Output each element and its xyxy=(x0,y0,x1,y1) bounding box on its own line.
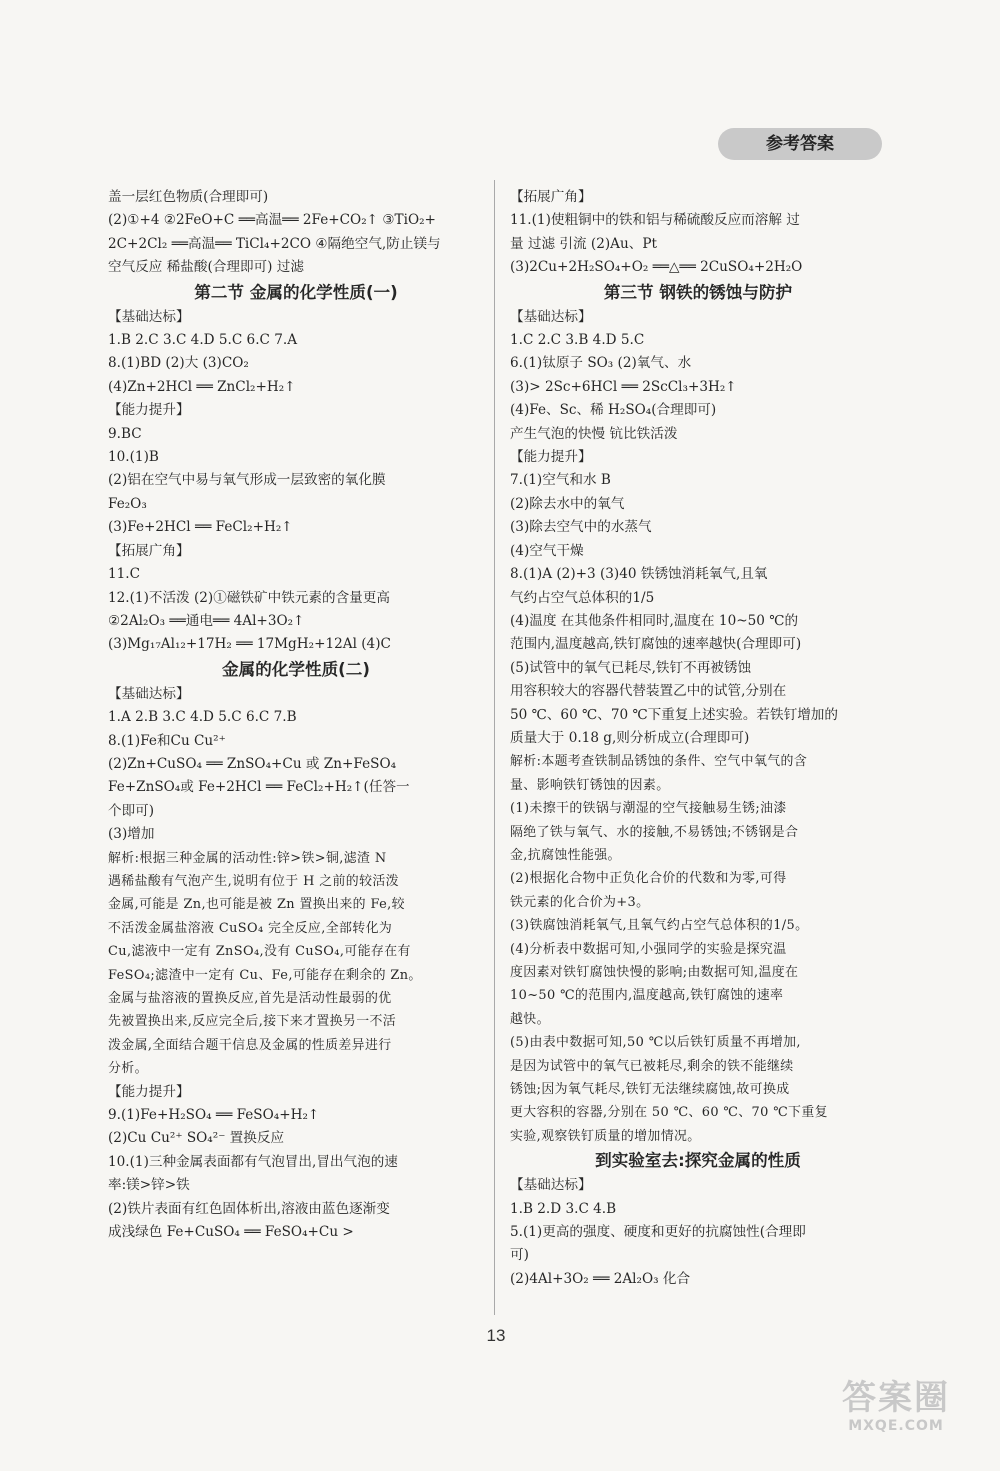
answer-line: Fe₂O₃ xyxy=(108,495,147,512)
answer-line: 50 ℃、60 ℃、70 ℃下重复上述实验。若铁钉增加的 xyxy=(510,706,838,723)
explanation-line: 金属,可能是 Zn,也可能是被 Zn 置换出来的 Fe,较 xyxy=(108,897,405,913)
answer-line: ②2Al₂O₃ ══通电══ 4Al+3O₂↑ xyxy=(108,612,305,629)
answer-line: (3)2Cu+2H₂SO₄+O₂ ══△══ 2CuSO₄+2H₂O xyxy=(510,259,803,276)
answer-line: 个即可) xyxy=(108,802,155,819)
explanation-line: 是因为试管中的氧气已被耗尽,剩余的铁不能继续 xyxy=(510,1058,794,1074)
answer-line: 质量大于 0.18 g,则分析成立(合理即可) xyxy=(510,729,750,746)
answer-line: (2)除去水中的氧气 xyxy=(510,495,625,512)
answer-line: 11.(1)使粗铜中的铁和铝与稀硫酸反应而溶解 过 xyxy=(510,212,800,229)
answer-line: (2)铝在空气中易与氧气形成一层致密的氧化膜 xyxy=(108,472,386,489)
answer-line: 1.B 2.C 3.C 4.D 5.C 6.C 7.A xyxy=(108,332,298,349)
answer-line: 11.C xyxy=(108,566,141,583)
column-divider xyxy=(494,180,495,1315)
subsection-label: 【基础达标】 xyxy=(108,308,190,325)
subsection-label: 【能力提升】 xyxy=(510,449,592,466)
answer-line: 气约占空气总体积的1/5 xyxy=(510,589,655,606)
section-heading: 第二节 金属的化学性质(一) xyxy=(194,282,398,302)
answer-line: 盖一层红色物质(合理即可) xyxy=(108,189,269,205)
answer-line: 10.(1)B xyxy=(108,449,159,466)
answer-key-tag: 参考答案 xyxy=(718,128,882,160)
answer-line: (5)试管中的氧气已耗尽,铁钉不再被锈蚀 xyxy=(510,659,752,676)
right-column xyxy=(510,186,886,1291)
answer-line: 空气反应 稀盐酸(合理即可) 过滤 xyxy=(108,259,304,276)
answer-line: (3)除去空气中的水蒸气 xyxy=(510,519,652,536)
explanation-line: 实验,观察铁钉质量的增加情况。 xyxy=(510,1128,701,1144)
answer-line: 12.(1)不活泼 (2)①磁铁矿中铁元素的含量更高 xyxy=(108,589,390,606)
answer-line: (2)Zn+CuSO₄ ══ ZnSO₄+Cu 或 Zn+FeSO₄ xyxy=(108,755,397,772)
explanation-line: 越快。 xyxy=(510,1011,550,1027)
answer-line: 成浅绿色 Fe+CuSO₄ ══ FeSO₄+Cu > xyxy=(108,1224,354,1241)
answer-line: 1.A 2.B 3.C 4.D 5.C 6.C 7.B xyxy=(108,709,297,726)
answer-line: 产生气泡的快慢 钪比铁活泼 xyxy=(510,425,678,442)
answer-line: 8.(1)Fe和Cu Cu²⁺ xyxy=(108,732,226,749)
answer-line: 8.(1)BD (2)大 (3)CO₂ xyxy=(108,355,249,372)
explanation-line: 更大容积的容器,分别在 50 ℃、60 ℃、70 ℃下重复 xyxy=(510,1105,828,1121)
subsection-label: 【基础达标】 xyxy=(510,1177,592,1194)
explanation-line: 量、影响铁钉锈蚀的因素。 xyxy=(510,777,670,793)
answer-line: 率:镁>锌>铁 xyxy=(108,1177,190,1194)
page-number: 13 xyxy=(486,1326,506,1345)
answer-line: 1.B 2.D 3.C 4.B xyxy=(510,1200,617,1217)
explanation-line: (3)铁腐蚀消耗氧气,且氧气约占空气总体积的1/5。 xyxy=(510,918,809,934)
watermark-text: 答案圈 xyxy=(842,1378,950,1418)
explanation-line: 隔绝了铁与氧气、水的接触,不易锈蚀;不锈钢是合 xyxy=(510,824,799,840)
answer-line: 9.BC xyxy=(108,425,142,442)
answer-line: (4)Zn+2HCl ══ ZnCl₂+H₂↑ xyxy=(108,378,296,395)
answer-line: 10.(1)三种金属表面都有气泡冒出,冒出气泡的速 xyxy=(108,1153,398,1170)
explanation-line: 不活泼金属盐溶液 CuSO₄ 完全反应,全部转化为 xyxy=(108,920,393,936)
explanation-line: (2)根据化合物中正负化合价的代数和为零,可得 xyxy=(510,871,787,887)
watermark-url: MXQE.COM xyxy=(848,1418,944,1434)
explanation-line: 度因素对铁钉腐蚀快慢的影响;由数据可知,温度在 xyxy=(510,965,799,980)
answer-line: (3)增加 xyxy=(108,826,155,843)
explanation-line: (4)分析表中数据可知,小强同学的实验是探究温 xyxy=(510,941,787,957)
explanation-line: 10~50 ℃的范围内,温度越高,铁钉腐蚀的速率 xyxy=(510,988,784,1004)
answer-line: (4)Fe、Sc、稀 H₂SO₄(合理即可) xyxy=(510,402,717,419)
subsection-label: 【基础达标】 xyxy=(108,685,190,702)
answer-line: 范围内,温度越高,铁钉腐蚀的速率越快(合理即可) xyxy=(510,636,802,653)
section-heading: 金属的化学性质(二) xyxy=(222,659,370,679)
answer-line: 8.(1)A (2)+3 (3)40 铁锈蚀消耗氧气,且氧 xyxy=(510,566,768,583)
answer-line: (3)Fe+2HCl ══ FeCl₂+H₂↑ xyxy=(108,519,293,536)
explanation-line: 先被置换出来,反应完全后,接下来才置换另一不活 xyxy=(108,1014,397,1030)
answer-line: 1.C 2.C 3.B 4.D 5.C xyxy=(510,332,645,349)
answer-line: 9.(1)Fe+H₂SO₄ ══ FeSO₄+H₂↑ xyxy=(108,1107,320,1124)
answer-line: 7.(1)空气和水 B xyxy=(510,472,611,489)
explanation-line: 解析:本题考查铁制品锈蚀的条件、空气中氧气的含 xyxy=(510,754,808,770)
explanation-line: (5)由表中数据可知,50 ℃以后铁钉质量不再增加, xyxy=(510,1035,801,1051)
answer-line: (2)铁片表面有红色固体析出,溶液由蓝色逐渐变 xyxy=(108,1200,390,1217)
section-heading: 第三节 钢铁的锈蚀与防护 xyxy=(603,282,793,302)
left-column xyxy=(108,186,484,1244)
answer-line: (2)①+4 ②2FeO+C ══高温══ 2Fe+CO₂↑ ③TiO₂+ xyxy=(108,212,436,229)
explanation-line: 金属与盐溶液的置换反应,首先是活动性最弱的优 xyxy=(108,991,392,1006)
explanation-line: FeSO₄;滤渣中一定有 Cu、Fe,可能存在剩余的 Zn。 xyxy=(108,967,422,983)
answer-line: (4)温度 在其他条件相同时,温度在 10~50 ℃的 xyxy=(510,612,799,629)
answer-line: Fe+ZnSO₄或 Fe+2HCl ══ FeCl₂+H₂↑(任答一 xyxy=(108,779,410,796)
answer-line: (3)> 2Sc+6HCl ══ 2ScCl₃+3H₂↑ xyxy=(510,378,737,395)
explanation-line: (1)未擦干的铁锅与潮湿的空气接触易生锈;油漆 xyxy=(510,801,787,817)
answer-line: 用容积较大的容器代替装置乙中的试管,分别在 xyxy=(510,683,787,700)
answer-line: (2)4Al+3O₂ ══ 2Al₂O₃ 化合 xyxy=(510,1270,691,1287)
subsection-label: 【基础达标】 xyxy=(510,308,592,325)
explanation-line: 金,抗腐蚀性能强。 xyxy=(510,847,621,863)
answer-line: 5.(1)更高的强度、硬度和更好的抗腐蚀性(合理即 xyxy=(510,1224,806,1241)
answer-line: (3)Mg₁₇Al₁₂+17H₂ ══ 17MgH₂+12Al (4)C xyxy=(108,636,391,653)
answer-line: 2C+2Cl₂ ══高温══ TiCl₄+2CO ④隔绝空气,防止镁与 xyxy=(108,235,441,252)
explanation-line: 铁元素的化合价为+3。 xyxy=(510,894,650,910)
section-heading: 到实验室去:探究金属的性质 xyxy=(595,1151,801,1171)
answer-line: (2)Cu Cu²⁺ SO₄²⁻ 置换反应 xyxy=(108,1130,285,1147)
watermark-logo xyxy=(842,1378,950,1434)
explanation-line: 泼金属,全面结合题干信息及金属的性质差异进行 xyxy=(108,1037,392,1053)
explanation-line: 解析:根据三种金属的活动性:锌>铁>铜,滤渣 N xyxy=(108,850,387,866)
answer-line: 6.(1)钛原子 SO₃ (2)氧气、水 xyxy=(510,355,692,372)
explanation-line: 分析。 xyxy=(108,1061,148,1077)
answer-line: (4)空气干燥 xyxy=(510,542,584,559)
explanation-line: Cu,滤液中一定有 ZnSO₄,没有 CuSO₄,可能存在有 xyxy=(108,944,411,960)
subsection-label: 【拓展广角】 xyxy=(108,542,190,559)
explanation-line: 锈蚀;因为氧气耗尽,铁钉无法继续腐蚀,故可换成 xyxy=(510,1082,790,1098)
subsection-label: 【能力提升】 xyxy=(108,402,190,419)
subsection-label: 【拓展广角】 xyxy=(510,189,592,205)
answer-line: 可) xyxy=(510,1247,529,1264)
answer-line: 量 过滤 引流 (2)Au、Pt xyxy=(510,235,657,252)
explanation-line: 遇稀盐酸有气泡产生,说明有位于 H 之前的较活泼 xyxy=(108,873,399,889)
subsection-label: 【能力提升】 xyxy=(108,1083,190,1100)
